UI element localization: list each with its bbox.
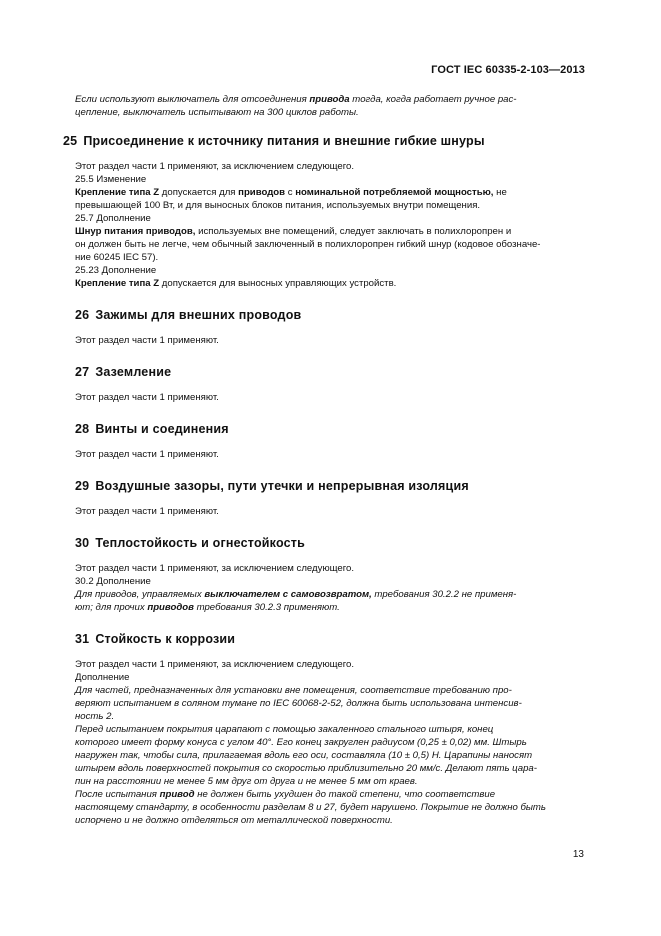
section-27-text: Этот раздел части 1 применяют. — [75, 392, 219, 403]
section-29-heading — [75, 478, 583, 494]
term-drives-1: приводов — [238, 187, 286, 198]
section-25-intro: Этот раздел части 1 применяют, за исключением следующего. — [75, 161, 355, 172]
clause-25-5-text — [75, 186, 583, 212]
term-self-resetting-switch: выключателем с самовозвратом, — [204, 589, 372, 600]
section-27-heading — [75, 364, 583, 380]
after-test-line-2: настоящему стандарту, в особенности разделам 8 и 27, будет нарушено. Покрытие не должно быть — [75, 802, 546, 813]
section-26-text: Этот раздел части 1 применяют. — [75, 335, 219, 346]
clause-30-2-text — [75, 588, 583, 614]
salt-mist-line-2: веряют испытанием в соляном тумане по IEC 60068-2-52, должна быть использована интенсив- — [75, 698, 522, 709]
section-27-title: Заземление — [95, 365, 172, 379]
section-31-after-test-paragraph — [75, 788, 583, 827]
clause-25-5-text-c: не — [493, 187, 507, 198]
section-25-heading — [63, 133, 583, 149]
section-29-number: 29 — [75, 479, 90, 493]
section-30-heading — [75, 535, 583, 551]
section-26-number: 26 — [75, 308, 90, 322]
page-number: 13 — [572, 849, 584, 860]
section-30-number: 30 — [75, 536, 90, 550]
section-31-title: Стойкость к коррозии — [95, 632, 236, 646]
clause-25-5-text-a: допускается для — [159, 187, 239, 198]
clause-25-7-text — [75, 225, 583, 264]
clause-25-23-text-a: допускается для выносных управляющих устройств. — [159, 278, 397, 289]
clause-25-23-text — [75, 277, 583, 290]
clause-25-7-label: 25.7 Дополнение — [75, 213, 151, 224]
section-30-title: Теплостойкость и огнестойкость — [95, 536, 305, 550]
intro-text-2: тогда, когда работает ручное рас- — [349, 94, 517, 105]
section-31-salt-mist-paragraph — [75, 684, 583, 723]
clause-25-7-text-b: он должен быть не легче, чем обычный заключенный в полихлоропрен гибкий шнур (кодовое обозначе- — [75, 239, 541, 250]
term-drive-3: привод — [159, 789, 195, 800]
scratch-line-1: Перед испытанием покрытия царапают с помощью закаленного стального штыря, конец — [75, 724, 494, 735]
clause-25-5-label: 25.5 Изменение — [75, 174, 147, 185]
term-supply-cord: Шнур питания приводов, — [75, 226, 196, 237]
term-drives-2: приводов — [147, 602, 194, 613]
section-28-text: Этот раздел части 1 применяют. — [75, 449, 219, 460]
intro-paragraph — [75, 93, 583, 119]
salt-mist-line-3: ность 2. — [75, 711, 115, 722]
after-test-text-a: После испытания — [75, 789, 160, 800]
section-28-number: 28 — [75, 422, 90, 436]
scratch-line-2: которого имеет форму конуса с углом 40°. Его конец закруглен радиусом (0,25 ± 0,02) мм. Штырь — [75, 737, 527, 748]
scratch-line-4: штырем вдоль поверхностей покрытия со скоростью приблизительно 20 мм/с. Делают пять цара- — [75, 763, 537, 774]
section-29-title: Воздушные зазоры, пути утечки и непрерывная изоляция — [95, 479, 469, 493]
term-rated-power: номинальной потребляемой мощностью, — [295, 187, 494, 198]
clause-25-23-label: 25.23 Дополнение — [75, 265, 157, 276]
clause-30-2-text-c: ют; для прочих — [75, 602, 148, 613]
section-26-title: Зажимы для внешних проводов — [95, 308, 302, 322]
scratch-line-5: пин на расстоянии не менее 5 мм друг от друга и не менее 5 мм от краев. — [75, 776, 418, 787]
section-31-scratch-paragraph — [75, 723, 583, 788]
section-31-number: 31 — [75, 632, 90, 646]
term-type-z-1: Крепление типа Z — [75, 187, 160, 198]
after-test-text-b: не должен быть ухудшен до такой степени, что соответствие — [194, 789, 496, 800]
section-27-number: 27 — [75, 365, 90, 379]
section-30-intro: Этот раздел части 1 применяют, за исключением следующего. — [75, 563, 355, 574]
section-25-number: 25 — [63, 134, 78, 148]
clause-30-2-label: 30.2 Дополнение — [75, 576, 151, 587]
intro-term-drive: привода — [309, 94, 350, 105]
clause-25-5-text-b: с — [285, 187, 296, 198]
standard-designation: ГОСТ IEC 60335-2-103—2013 — [431, 64, 585, 76]
section-29-text: Этот раздел части 1 применяют. — [75, 506, 219, 517]
term-type-z-2: Крепление типа Z — [75, 278, 160, 289]
salt-mist-line-1: Для частей, предназначенных для установки вне помещения, соответствие требованию про- — [75, 685, 512, 696]
page-content — [63, 93, 583, 827]
after-test-line-3: испорчено и не должно отделяться от металлической поверхности. — [75, 815, 393, 826]
clause-25-7-text-c: ние 60245 IEC 57). — [75, 252, 159, 263]
section-26-heading — [75, 307, 583, 323]
clause-30-2-text-b: требования 30.2.2 не применя- — [371, 589, 517, 600]
section-31-addition-label: Дополнение — [75, 672, 130, 683]
clause-30-2-text-a: Для приводов, управляемых — [75, 589, 205, 600]
clause-30-2-text-d: требования 30.2.3 применяют. — [193, 602, 340, 613]
intro-text-3: цепление, выключатель испытывают на 300 циклов работы. — [75, 107, 359, 118]
clause-25-5-text-d: превышающей 100 Вт, и для выносных блоков питания, используемых внутри помещения. — [75, 200, 481, 211]
section-28-heading — [75, 421, 583, 437]
scratch-line-3: нагружен так, чтобы сила, прилагаемая вдоль его оси, составляла (10 ± 0,5) Н. Царапины наносят — [75, 750, 533, 761]
section-25-title: Присоединение к источнику питания и внешние гибкие шнуры — [83, 134, 485, 148]
section-31-heading — [75, 631, 583, 647]
section-28-title: Винты и соединения — [95, 422, 229, 436]
clause-25-7-text-a: используемых вне помещений, следует заключать в полихлоропрен и — [195, 226, 512, 237]
section-31-intro: Этот раздел части 1 применяют, за исключением следующего. — [75, 659, 355, 670]
intro-text-1: Если используют выключатель для отсоединения — [75, 94, 310, 105]
